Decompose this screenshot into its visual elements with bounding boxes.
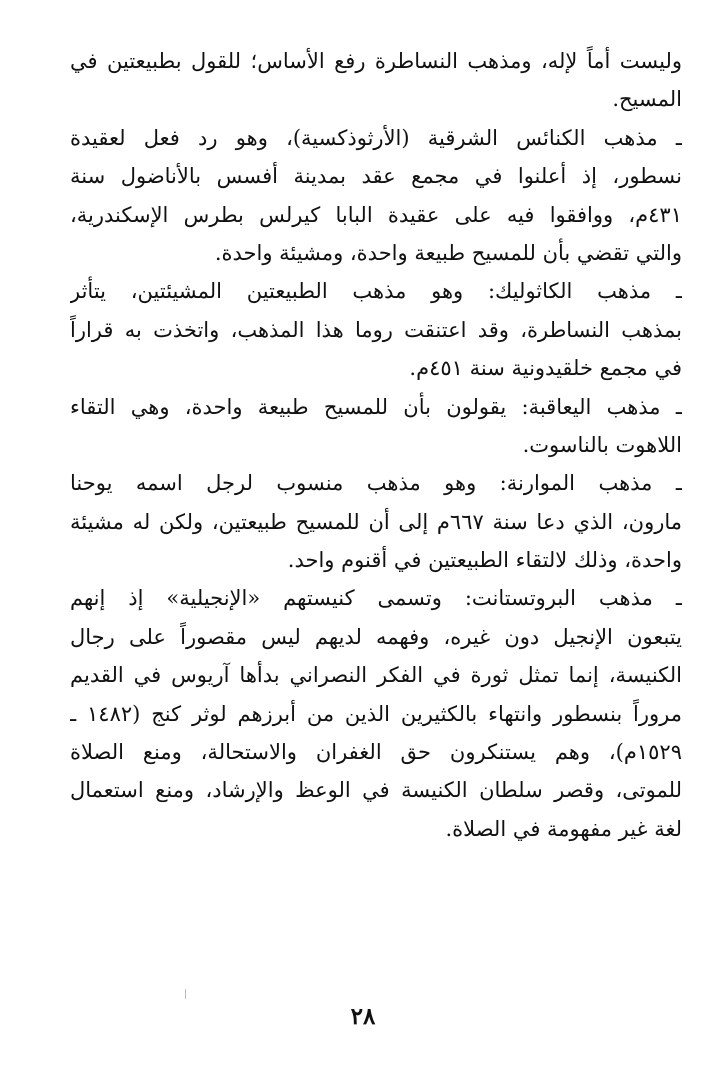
paragraph (70, 119, 682, 273)
text-line: مارون، الذي دعا سنة ٦٦٧م إلى أن للمسيح طبيعتين، ولكن له مشيئة (70, 509, 682, 534)
page-body (70, 42, 682, 848)
text-line: ـ مذهب الكنائس الشرقية (الأرثوذكسية)، وهو رد فعل لعقيدة (70, 125, 682, 150)
text-line: واحدة، وذلك لالتقاء الطبيعتين في أقنوم واحد. (287, 548, 682, 573)
text-line: يتبعون الإنجيل دون غيره، وفهمه لديهم ليس مقصوراً على رجال (70, 624, 682, 649)
paragraph (70, 272, 682, 387)
text-line: بمذهب النساطرة، وقد اعتنقت روما هذا المذهب، واتخذت به قراراً (70, 317, 682, 342)
text-line: نسطور، إذ أعلنوا في مجمع عقد بمدينة أفسس بالأناضول سنة (70, 164, 682, 189)
text-line: لغة غير مفهومة في الصلاة. (445, 816, 682, 841)
text-line: ـ مذهب الكاثوليك: وهو مذهب الطبيعتين المشيئتين، يتأثر (70, 279, 682, 304)
text-line: في مجمع خلقيدونية سنة ٤٥١م. (409, 356, 682, 381)
paragraph (70, 464, 682, 579)
text-line: للموتى، وقصر سلطان الكنيسة في الوعظ والإرشاد، ومنع استعمال (70, 778, 682, 803)
paragraph (70, 579, 682, 848)
text-line: وليست أماً لإله، ومذهب النساطرة رفع الأساس؛ للقول بطبيعتين في (70, 49, 682, 73)
text-line: ـ مذهب البروتستانت: وتسمى كنيستهم «الإنجيلية» إذ إنهم (70, 586, 682, 611)
text-line: ٤٣١م، ووافقوا فيه على عقيدة البابا كيرلس بطرس الإسكندرية، (70, 202, 682, 227)
text-line: ـ مذهب اليعاقبة: يقولون بأن للمسيح طبيعة واحدة، وهي التقاء (70, 394, 682, 419)
paragraph (70, 388, 682, 465)
text-line: ١٥٢٩م)، وهم يستنكرون حق الغفران والاستحالة، ومنع الصلاة (70, 740, 682, 765)
page-number: ٢٨ (350, 1003, 376, 1030)
text-line: ـ مذهب الموارنة: وهو مذهب منسوب لرجل اسمه يوحنا (70, 471, 682, 496)
text-line: المسيح. (612, 87, 682, 112)
paragraph (70, 42, 682, 119)
divider (185, 989, 186, 999)
text-line: الكنيسة، إنما تمثل ثورة في الفكر النصراني بدأها آريوس في القديم (70, 663, 682, 688)
text-line: اللاهوت بالناسوت. (522, 432, 682, 457)
text-line: والتي تقضي بأن للمسيح طبيعة واحدة، ومشيئة واحدة. (214, 240, 682, 265)
text-line: مروراً بنسطور وانتهاء بالكثيرين الذين من أبرزهم لوثر كنج (١٤٨٢ ـ (70, 701, 682, 726)
